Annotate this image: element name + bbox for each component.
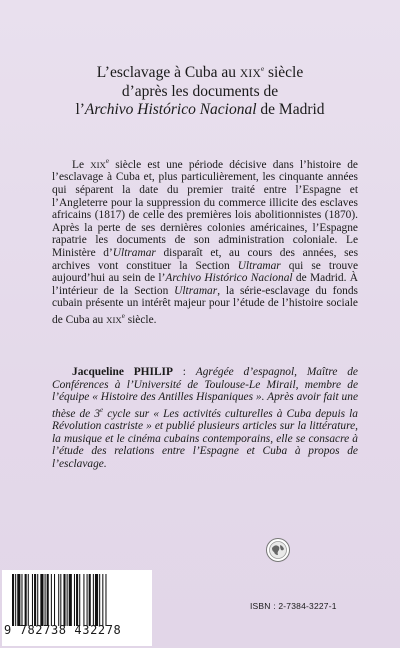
superscript: e [100,405,104,414]
text-run: Le [72,158,91,171]
globe-logo-icon [265,537,291,563]
barcode-digits: 9 782738 432278 [4,623,122,637]
barcode-bar [95,574,98,626]
author-bio-paragraph [52,366,358,471]
text-run: siècle. [124,313,157,326]
barcode-bar [76,574,78,626]
superscript: e [121,311,125,320]
italic-term: Archivo Histórico Nacional [165,272,293,285]
barcode-bar [69,574,72,626]
barcode-bar [74,574,75,626]
description-paragraph [52,155,358,326]
barcode-bar [79,574,80,626]
italic-term: Ultramar [174,284,218,297]
barcode-bars [12,574,142,626]
barcode-bar [45,574,46,626]
barcode-bar [12,574,14,626]
italic-term: Ultramar [237,259,281,272]
text-run: , la série-esclavage du fonds cubain présente un intérêt majeur pour l’étude de l’histoire sociale de Cuba au [52,284,358,326]
barcode-bar [87,574,88,626]
archive-name: Archivo Histórico Nacional [84,101,257,119]
superscript: e [105,157,109,165]
barcode-bar [67,574,68,626]
title-text: de Madrid [256,101,325,119]
barcode-bar [17,574,20,626]
italic-term: Ultramar [112,246,156,259]
barcode-bar [58,574,59,626]
century-numeral: XIX [106,314,122,325]
barcode-bar [37,574,38,626]
century-numeral: XIX [239,68,261,81]
barcode-bar [40,574,43,626]
isbn-number: ISBN : 2-7384-3227-1 [250,601,337,611]
barcode-bar [93,574,94,626]
separator: : [172,366,196,378]
century-numeral: XIX [90,159,106,170]
title-line-2: d’après les documents de [121,83,279,101]
barcode-bar [51,574,52,626]
author-bio: Agrégée d’espagnol, Maître de Conférences à l’Université de Toulouse-Le Mirail, membre de l’équipe « Histoire des Antilles Hispaniques ». Après avoir fait une thèse de 3 [52,366,358,420]
barcode-bar [47,574,49,626]
barcode-bar [25,574,27,626]
text-run: siècle est une période décisive dans l’histoire de l’esclavage à Cuba et, plus particulièrement, les cinquante années qui séparent la date du premier traité entre l’Espagne et l’Angleterre pour la suppression du commerce illicite des esclaves africains (1817) de celle des premières lois abolitionnistes (1870). Après la perte de ses dernières colonies américaines, l’Espagne rapatrie les documents de son administration coloniale. Le Ministère d’ [52,158,358,259]
title-line-1 [40,60,360,83]
superscript: e [260,65,265,73]
text-run: disparaît et, au cours des années, ses archives vont constituer la Section [52,246,358,272]
title-text: l’ [75,101,85,119]
barcode-bar [15,574,16,626]
barcode-bar [60,574,61,626]
barcode-bar [34,574,36,626]
barcode-label [2,570,152,646]
barcode-bar [63,574,65,626]
author-bio: cycle sur « Les activités culturelles à Cuba depuis la Révolution castriste » et publié plusieurs articles sur la littérature, la musique et le cinéma cubains contemporains, elle se consacre à l’étude des relations entre l’Espagne et Cuba à propos de l’esclavage. [52,407,358,470]
title-line-3 [40,101,360,119]
text-run: qui se trouve aujourd’hui au sein de l’ [52,259,359,285]
barcode-bar [89,574,91,626]
book-title [40,60,360,119]
barcode-bar [54,574,55,626]
barcode-bar [102,574,103,626]
barcode-bar [32,574,33,626]
barcode-bar [105,574,106,626]
barcode-bar [83,574,84,626]
text-run: de Madrid. À l’intérieur de la Section [52,272,358,297]
author-name: Jacqueline PHILIP [72,366,173,378]
barcode-bar [21,574,22,626]
title-text: siècle [264,64,304,82]
title-text: L’esclavage à Cuba au [96,64,240,82]
barcode-bar [99,574,100,626]
barcode-bar [28,574,29,626]
